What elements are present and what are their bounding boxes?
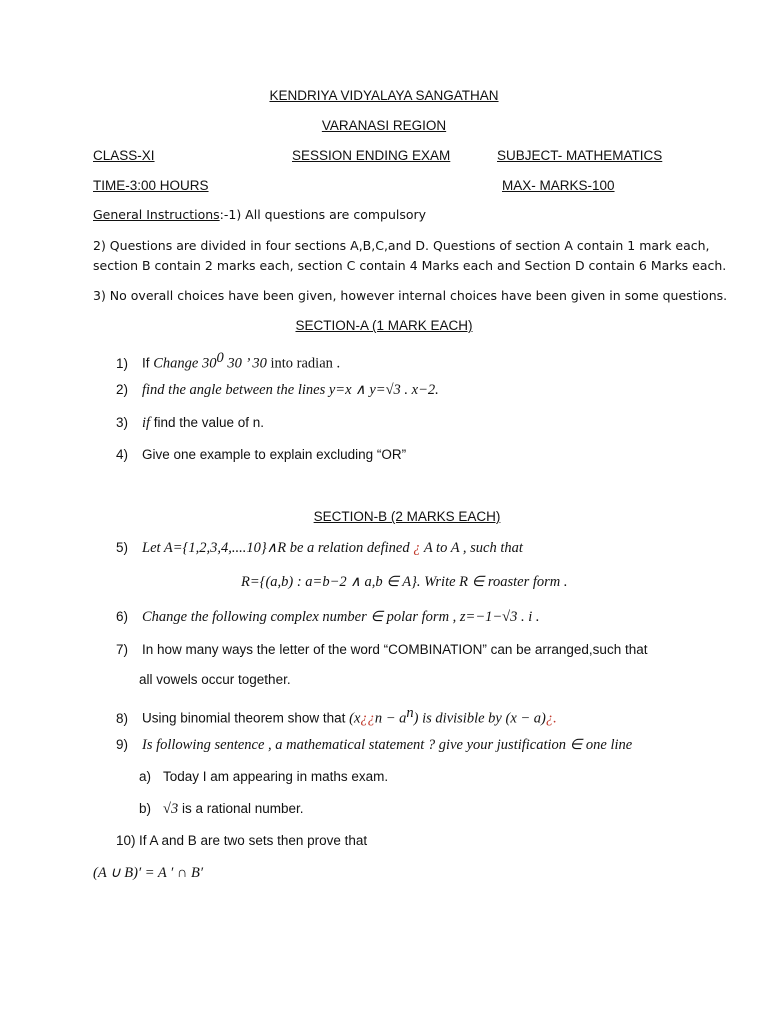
- section-b-title: SECTION-B (2 MARKS EACH): [313, 509, 501, 524]
- time-label: TIME-3:00 HOURS: [93, 178, 209, 193]
- school-name: KENDRIYA VIDYALAYA SANGATHAN: [269, 88, 499, 103]
- question-6: 6) Change the following complex number ∈ polar form , z=−1−√3 . i .: [116, 609, 540, 625]
- instruction-2b: section B contain 2 marks each, section C contain 4 Marks each and Section D contain 6 Marks each.: [93, 258, 727, 273]
- subject-label: SUBJECT- MATHEMATICS: [497, 148, 663, 163]
- question-3: 3) if find the value of n.: [116, 415, 265, 431]
- question-2: 2) find the angle between the lines y=x ∧ y=√3 . x−2.: [116, 382, 439, 398]
- question-9-b: b) √3 is a rational number.: [139, 801, 304, 817]
- max-marks-label: MAX- MARKS-100: [502, 178, 615, 193]
- instruction-2a: 2) Questions are divided in four sections A,B,C,and D. Questions of section A contain 1 mark each,: [93, 238, 710, 253]
- question-8: 8) Using binomial theorem show that (x¿¿n − $a^n$) is divisible by (x − a)¿.: [116, 705, 557, 727]
- exam-label: SESSION ENDING EXAM: [292, 148, 451, 163]
- question-9-a: a) Today I am appearing in maths exam.: [139, 769, 389, 784]
- instructions-heading: General Instructions: [93, 207, 220, 222]
- question-10: 10) If A and B are two sets then prove that: [116, 833, 368, 848]
- instruction-3: 3) No overall choices have been given, however internal choices have been given in some questions.: [93, 288, 728, 303]
- question-7: 7) In how many ways the letter of the word “COMBINATION” can be arranged,such that: [116, 642, 648, 657]
- question-10-equation: (A ∪ B)′ = A ′ ∩ B′: [93, 865, 204, 881]
- instruction-1: General Instructions:-1) All questions are compulsory: [93, 207, 427, 222]
- section-a-title: SECTION-A (1 MARK EACH): [295, 318, 473, 333]
- question-9: 9) Is following sentence , a mathematical statement ? give your justification ∈ one line: [116, 737, 633, 753]
- question-5: 5) Let A={1,2,3,4,....10}∧R be a relation defined ¿ A to A , such that: [116, 540, 523, 556]
- question-7-continued: all vowels occur together.: [139, 672, 291, 687]
- question-1: 1) If Change $30^0$ 30 ’ 30 into radian .: [116, 350, 341, 372]
- question-4: 4) Give one example to explain excluding “OR”: [116, 447, 407, 462]
- class-label: CLASS-XI: [93, 148, 155, 163]
- region-name: VARANASI REGION: [321, 118, 447, 133]
- question-5-relation: R={(a,b) : a=b−2 ∧ a,b ∈ A}. Write R ∈ roaster form .: [241, 574, 568, 590]
